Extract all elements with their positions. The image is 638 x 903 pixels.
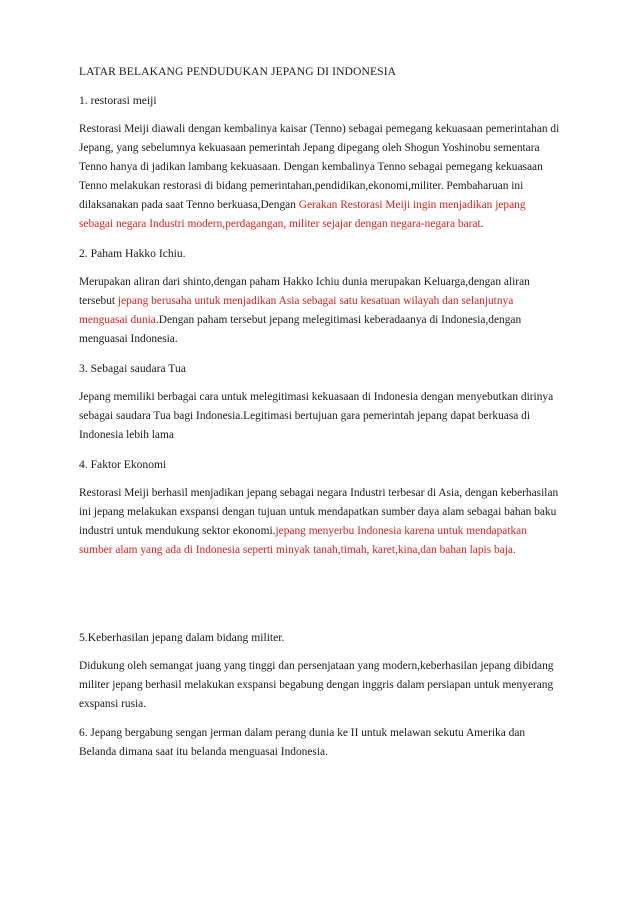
section-body-5 xyxy=(79,657,561,714)
section-text-4: Restorasi Meiji berhasil menjadikan jepang sebagai negara Industri terbesar di Asia, dengan keberhasilan ini jepang melakukan exspansi dengan tujuan untuk mendapatkan sumber daya alam sebagai bahan baku industri untuk mendukung sektor ekonomi. xyxy=(79,487,559,537)
section-heading-2: 2. Paham Hakko Ichiu. xyxy=(79,247,186,260)
section-after-1: . xyxy=(480,218,484,230)
section-heading-1: 1. restorasi meiji xyxy=(79,94,157,107)
section-body-3 xyxy=(79,388,561,445)
section-highlight-4: jepang menyerbu Indonesia karena untuk mendapatkan sumber alam yang ada di Indonesia seperti minyak tanah,timah, karet,kina,dan bahan lapis baja. xyxy=(79,525,527,556)
section-after-2: .Dengan paham tersebut jepang melegitimasi keberadaanya di Indonesia,dengan menguasai Indonesia. xyxy=(79,314,522,345)
section-text-6: 6. Jepang bergabung sengan jerman dalam perang dunia ke II untuk melawan sekutu Amerika dan Belanda dimana saat itu belanda menguasai Indonesia. xyxy=(79,727,526,758)
section-body-6 xyxy=(79,724,561,762)
section-heading-5: 5.Keberhasilan jepang dalam bidang militer. xyxy=(79,631,285,644)
document-title: LATAR BELAKANG PENDUDUKAN JEPANG DI INDONESIA xyxy=(79,65,397,78)
section-body-2 xyxy=(79,273,561,349)
section-body-4 xyxy=(79,484,561,560)
section-text-3: Jepang memiliki berbagai cara untuk melegitimasi kekuasaan di Indonesia dengan menyebutkan dirinya sebagai saudara Tua bagi Indonesia.Legitimasi bertujuan gara pemerintah jepang dapat berkuasa di Indonesia lebih lama xyxy=(79,391,554,441)
section-highlight-2: jepang berusaha untuk menjadikan Asia sebagai satu kesatuan wilayah dan selanjutnya menguasai dunia xyxy=(79,295,514,326)
section-text-2: Merupakan aliran dari shinto,dengan paham Hakko Ichiu dunia merupakan Keluarga,dengan aliran tersebut xyxy=(79,276,530,307)
section-highlight-1: Gerakan Restorasi Meiji ingin menjadikan jepang sebagai negara Industri modern,perdagangan, militer sejajar dengan negara-negara barat xyxy=(79,199,526,230)
section-heading-3: 3. Sebagai saudara Tua xyxy=(79,362,186,375)
section-body-1 xyxy=(79,120,561,234)
section-text-5: Didukung oleh semangat juang yang tinggi dan persenjataan yang modern,keberhasilan jepang dibidang militer jepang berhasil melakukan exspansi begabung dengan inggris dalam persiapan untuk menyerang exspansi rusia. xyxy=(79,660,554,710)
document-page xyxy=(79,62,561,772)
section-text-1: Restorasi Meiji diawali dengan kembalinya kaisar (Tenno) sebagai pemegang kekuasaan pemerintahan di Jepang, yang sebelumnya kekuasaan pemerintah Jepang dipegang oleh Shogun Yoshinobu sementara Tenno hanya di jadikan lambang kekuasaan. Dengan kembalinya Tenno sebagai pemegang kekuasaan Tenno melakukan restorasi di bidang pemerintahan,pendidikan,ekonomi,militer. Pembaharuan ini dilaksanakan pada saat Tenno berkuasa,Dengan xyxy=(79,123,560,211)
blank-gap xyxy=(79,570,561,628)
section-heading-4: 4. Faktor Ekonomi xyxy=(79,458,167,471)
